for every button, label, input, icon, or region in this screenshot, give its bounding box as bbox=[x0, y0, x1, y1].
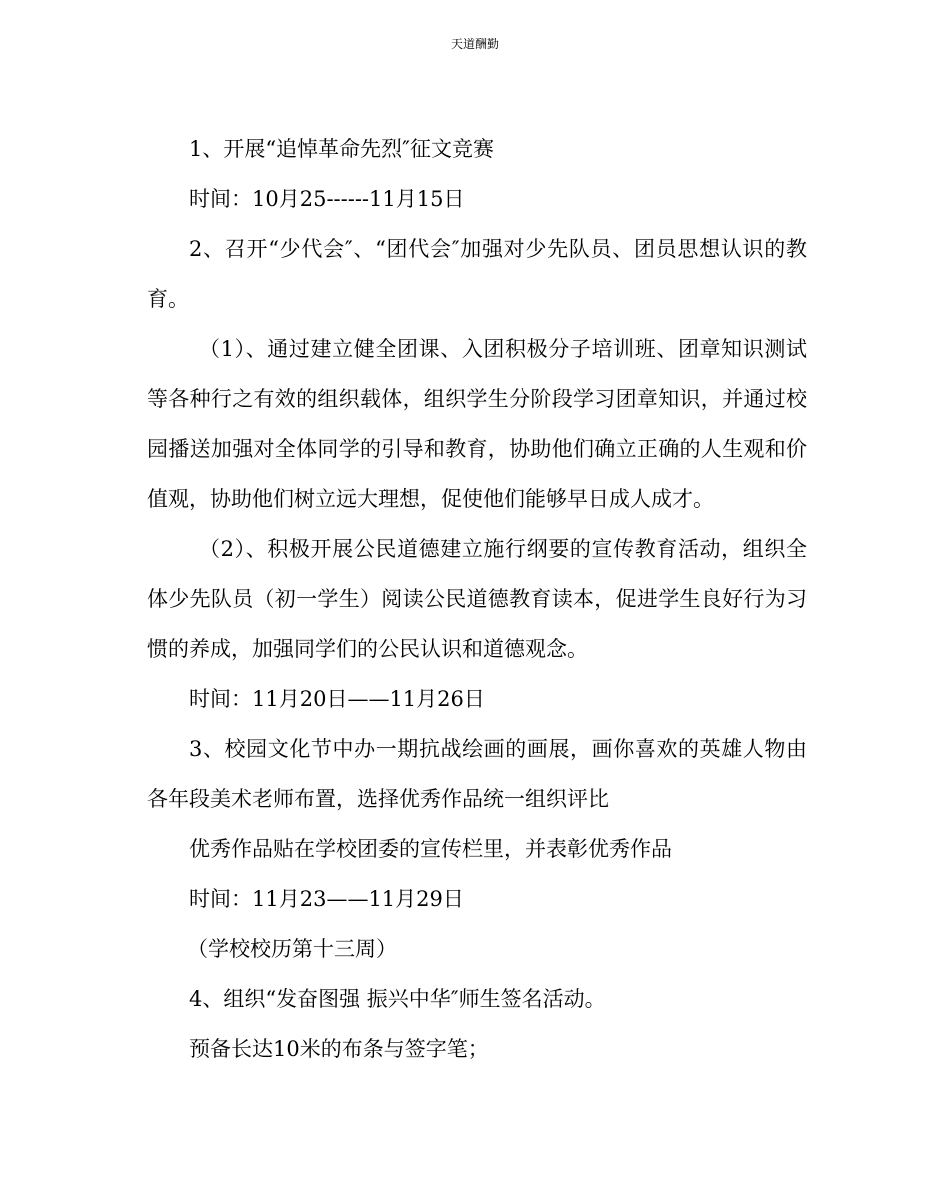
paragraph-8: 优秀作品贴在学校团委的宣传栏里，并表彰优秀作品 bbox=[189, 837, 672, 861]
paragraph-3: 2、召开“少代会″、“团代会″加强对少先队员、团员思想认识的教育。 bbox=[147, 237, 807, 311]
paragraph-1: 1、开展“追悼革命先烈″征文竞赛 bbox=[189, 137, 494, 161]
paragraph-6: 时间：11月20日——11月26日 bbox=[189, 687, 485, 711]
paragraph-4: （1）、通过建立健全团课、入团积极分子培训班、团章知识测试等各种行之有效的组织载体，组织学生分阶段学习团章知识，并通过校园播送加强对全体同学的引导和教育，协助他们确立正确的人生观和价值观，协助他们树立远大理想，促使他们能够早日成人成才。 bbox=[147, 337, 807, 511]
paragraph-5: （2）、积极开展公民道德建立施行纲要的宣传教育活动，组织全体少先队员（初一学生）阅读公民道德教育读本，促进学生良好行为习惯的养成，加强同学们的公民认识和道德观念。 bbox=[147, 537, 807, 661]
paragraph-9: 时间：11月23——11月29日 bbox=[189, 887, 464, 911]
paragraph-12: 预备长达10米的布条与签字笔； bbox=[189, 1037, 489, 1061]
document-body bbox=[147, 124, 807, 1074]
paragraph-10: （学校校历第十三周） bbox=[187, 937, 397, 961]
page-header: 天道酬勤 bbox=[450, 37, 499, 51]
paragraph-11: 4、组织“发奋图强 振兴中华″师生签名活动。 bbox=[189, 987, 606, 1011]
paragraph-2: 时间：10月25------11月15日 bbox=[189, 187, 465, 211]
paragraph-7: 3、校园文化节中办一期抗战绘画的画展，画你喜欢的英雄人物由各年段美术老师布置，选择优秀作品统一组织评比 bbox=[147, 737, 807, 811]
